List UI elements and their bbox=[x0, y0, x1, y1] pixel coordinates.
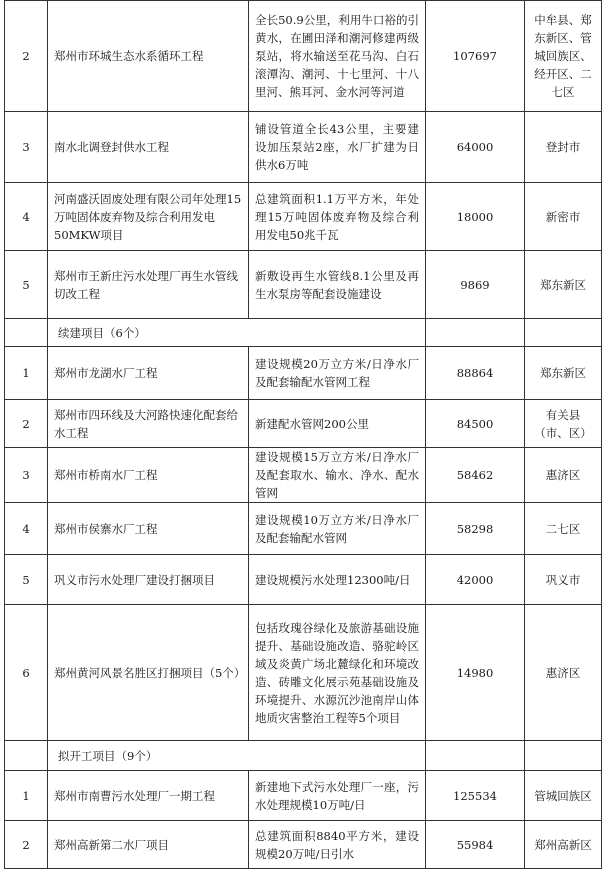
row-number: 3 bbox=[5, 448, 48, 503]
table-row bbox=[5, 448, 602, 503]
project-name: 河南盛沃固废处理有限公司年处理15万吨固体废弃物及综合利用发电50MKW项目 bbox=[48, 183, 249, 251]
row-number: 1 bbox=[5, 771, 48, 821]
location: 登封市 bbox=[525, 112, 602, 183]
location: 郑东新区 bbox=[525, 347, 602, 400]
location: 有关县（市、区） bbox=[525, 400, 602, 448]
location: 惠济区 bbox=[525, 605, 602, 741]
total-investment: 84500 bbox=[426, 400, 525, 448]
location: 郑州高新区 bbox=[525, 821, 602, 869]
row-number: 1 bbox=[5, 347, 48, 400]
table-row bbox=[5, 400, 602, 448]
construction-content: 包括玫瑰谷绿化及旅游基础设施提升、基础设施改造、骆驼岭区域及炎黄广场北麓绿化和环境改造、砖雕文化展示苑基础设施及环境提升、水源沉沙池南岸山体地质灾害整治工程等5个项目 bbox=[249, 605, 426, 741]
row-number: 6 bbox=[5, 605, 48, 741]
project-name: 郑州市王新庄污水处理厂再生水管线切改工程 bbox=[48, 251, 249, 319]
table-row bbox=[5, 555, 602, 605]
project-name: 郑州高新第二水厂项目 bbox=[48, 821, 249, 869]
project-table bbox=[4, 0, 602, 869]
total-investment: 58298 bbox=[426, 503, 525, 555]
project-name: 郑州市环城生态水系循环工程 bbox=[48, 1, 249, 112]
section-row bbox=[5, 741, 602, 771]
construction-content: 总建筑面积1.1万平方米，年处理15万吨固体废弃物及综合利用发电50兆千瓦 bbox=[249, 183, 426, 251]
project-name: 郑州市侯寨水厂工程 bbox=[48, 503, 249, 555]
row-number: 2 bbox=[5, 821, 48, 869]
table-row bbox=[5, 821, 602, 869]
table-row bbox=[5, 347, 602, 400]
row-number: 5 bbox=[5, 555, 48, 605]
section-title: 拟开工项目（9个） bbox=[48, 741, 426, 771]
construction-content: 建设规模污水处理12300吨/日 bbox=[249, 555, 426, 605]
total-investment: 107697 bbox=[426, 1, 525, 112]
project-name: 郑州市四环线及大河路快速化配套给水工程 bbox=[48, 400, 249, 448]
project-name: 郑州市桥南水厂工程 bbox=[48, 448, 249, 503]
construction-content: 新敷设再生水管线8.1公里及再生水泵房等配套设施建设 bbox=[249, 251, 426, 319]
row-number: 2 bbox=[5, 1, 48, 112]
location: 管城回族区 bbox=[525, 771, 602, 821]
row-number: 2 bbox=[5, 400, 48, 448]
construction-content: 铺设管道全长43公里，主要建设加压泵站2座，水厂扩建为日供水6万吨 bbox=[249, 112, 426, 183]
total-investment: 125534 bbox=[426, 771, 525, 821]
section-title: 续建项目（6个） bbox=[48, 319, 426, 347]
construction-content: 建设规模10万立方米/日净水厂及配套输配水管网 bbox=[249, 503, 426, 555]
total-investment: 14980 bbox=[426, 605, 525, 741]
location: 二七区 bbox=[525, 503, 602, 555]
section-row bbox=[5, 319, 602, 347]
construction-content: 总建筑面积8840平方米，建设规模20万吨/日引水 bbox=[249, 821, 426, 869]
total-investment: 64000 bbox=[426, 112, 525, 183]
construction-content: 新建地下式污水处理厂一座，污水处理规模10万吨/日 bbox=[249, 771, 426, 821]
location: 惠济区 bbox=[525, 448, 602, 503]
table-row bbox=[5, 605, 602, 741]
table-row bbox=[5, 771, 602, 821]
location: 巩义市 bbox=[525, 555, 602, 605]
project-name: 南水北调登封供水工程 bbox=[48, 112, 249, 183]
location: 中牟县、郑东新区、管城回族区、经开区、二七区 bbox=[525, 1, 602, 112]
total-investment: 55984 bbox=[426, 821, 525, 869]
construction-content: 建设规模15万立方米/日净水厂及配套取水、输水、净水、配水管网 bbox=[249, 448, 426, 503]
project-name: 郑州市龙湖水厂工程 bbox=[48, 347, 249, 400]
table-row bbox=[5, 503, 602, 555]
total-investment: 58462 bbox=[426, 448, 525, 503]
construction-content: 建设规模20万立方米/日净水厂及配套输配水管网工程 bbox=[249, 347, 426, 400]
table-row bbox=[5, 1, 602, 112]
row-number: 3 bbox=[5, 112, 48, 183]
construction-content: 新建配水管网200公里 bbox=[249, 400, 426, 448]
total-investment: 42000 bbox=[426, 555, 525, 605]
row-number: 4 bbox=[5, 183, 48, 251]
total-investment: 88864 bbox=[426, 347, 525, 400]
location: 郑东新区 bbox=[525, 251, 602, 319]
project-name: 巩义市污水处理厂建设打捆项目 bbox=[48, 555, 249, 605]
table-row bbox=[5, 112, 602, 183]
table-row bbox=[5, 183, 602, 251]
construction-content: 全长50.9公里，利用牛口裕的引黄水，在圃田泽和潮河修建两级泵站，将水输送至花马沟、白石滚潭沟、潮河、十七里河、十八里河、熊耳河、金水河等河道 bbox=[249, 1, 426, 112]
location: 新密市 bbox=[525, 183, 602, 251]
row-number: 5 bbox=[5, 251, 48, 319]
table-row bbox=[5, 251, 602, 319]
total-investment: 9869 bbox=[426, 251, 525, 319]
row-number: 4 bbox=[5, 503, 48, 555]
project-name: 郑州黄河风景名胜区打捆项目（5个） bbox=[48, 605, 249, 741]
total-investment: 18000 bbox=[426, 183, 525, 251]
project-name: 郑州市南曹污水处理厂一期工程 bbox=[48, 771, 249, 821]
